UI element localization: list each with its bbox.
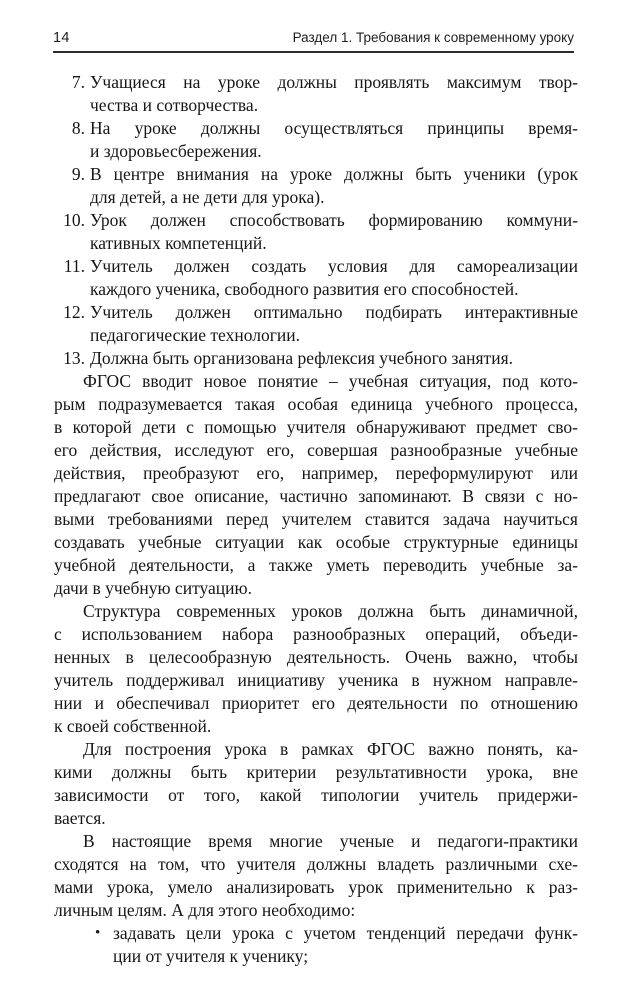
- text-line: Учитель должен создать условия для самореализации: [90, 256, 578, 276]
- text-line: кативных компетенций.: [90, 233, 267, 253]
- paragraph: [54, 738, 578, 830]
- text-line: выми требованиями перед учителем ставится задача научиться: [54, 509, 578, 529]
- list-item-text: [90, 163, 578, 209]
- text-line: Учащиеся на уроке должны проявлять максимум твор-: [90, 72, 578, 92]
- text-line: действия, преобразуют его, например, переформулируют или: [54, 463, 578, 483]
- text-line: Должна быть организована рефлексия учебного занятия.: [90, 348, 513, 368]
- list-item-number: 11.: [63, 256, 85, 276]
- text-line: В настоящие время многие ученые и педагоги-практики: [83, 831, 578, 851]
- list-item-text: [90, 209, 578, 255]
- numbered-list-item: [54, 163, 578, 209]
- text-line: зависимости от того, какой типологии учитель придержи-: [54, 785, 578, 805]
- list-item-number: 7.: [71, 72, 85, 92]
- text-line: ненных в целесообразную деятельность. Очень важно, чтобы: [54, 647, 578, 667]
- bullet-item-text: [113, 922, 578, 968]
- text-line: ции от учителя к ученику;: [113, 946, 309, 966]
- bullet-marker: •: [95, 925, 101, 941]
- list-item-number: 13.: [63, 348, 85, 368]
- text-line: Учитель должен оптимально подбирать интерактивные: [90, 302, 578, 322]
- text-line: в которой дети с помощью учителя обнаруживают предмет сво-: [54, 417, 578, 437]
- text-line: предлагают свое описание, частично запоминают. В связи с но-: [54, 486, 578, 506]
- text-line: кими должны быть критерии результативности урока, вне: [54, 762, 578, 782]
- bullet-list-item: [54, 922, 578, 968]
- text-line: сходятся на том, что учителя должны владеть различными схе-: [54, 854, 578, 874]
- list-item-number: 8.: [71, 118, 85, 138]
- paragraph: [54, 370, 578, 600]
- text-line: Структура современных уроков должна быть динамичной,: [83, 601, 578, 621]
- text-line: чества и сотворчества.: [90, 95, 259, 115]
- text-line: задавать цели урока с учетом тенденций передачи функ-: [113, 923, 578, 943]
- text-line: ФГОС вводит новое понятие – учебная ситуация, под кото-: [83, 371, 578, 391]
- text-line: учитель поддерживал инициативу ученика в нужном направле-: [54, 670, 578, 690]
- text-line: учебной деятельности, а также уметь переводить учебные за-: [54, 555, 578, 575]
- list-item-text: [90, 255, 578, 301]
- paragraph: [54, 600, 578, 738]
- running-header-title: Раздел 1. Требования к современному уроку: [292, 30, 574, 45]
- list-item-text: [90, 301, 578, 347]
- text-line: рым подразумевается такая особая единица учебного процесса,: [54, 394, 578, 414]
- text-line: с использованием набора разнообразных операций, объеди-: [54, 624, 578, 644]
- list-item-text: [90, 347, 578, 370]
- list-item-number: 9.: [71, 164, 85, 184]
- text-line: мами урока, умело анализировать урок применительно к раз-: [54, 877, 578, 897]
- text-line: его действия, исследуют его, совершая разнообразные учебные: [54, 440, 578, 460]
- numbered-list-item: [54, 209, 578, 255]
- page-body: [54, 71, 578, 968]
- text-line: педагогические технологии.: [90, 325, 300, 345]
- text-line: дачи в учебную ситуацию.: [54, 578, 252, 598]
- list-item-number: 10.: [63, 210, 85, 230]
- text-line: личным целям. А для этого необходимо:: [54, 900, 356, 920]
- text-line: создавать учебные ситуации как особые структурные единицы: [54, 532, 578, 552]
- text-line: Урок должен способствовать формированию коммуни-: [90, 210, 578, 230]
- text-line: к своей собственной.: [54, 716, 212, 736]
- page-header: [53, 30, 574, 53]
- list-item-number: 12.: [63, 302, 85, 322]
- text-line: каждого ученика, свободного развития его способностей.: [90, 279, 519, 299]
- text-line: На уроке должны осуществляться принципы время-: [90, 118, 578, 138]
- text-line: вается.: [54, 808, 106, 828]
- numbered-list-item: [54, 117, 578, 163]
- page-number: 14: [53, 30, 70, 46]
- text-line: В центре внимания на уроке должны быть ученики (урок: [90, 164, 578, 184]
- list-item-text: [90, 71, 578, 117]
- text-line: Для построения урока в рамках ФГОС важно понять, ка-: [83, 739, 578, 759]
- text-line: для детей, а не дети для урока).: [90, 187, 325, 207]
- numbered-list-item: [54, 255, 578, 301]
- numbered-list-item: [54, 347, 578, 370]
- numbered-list-item: [54, 301, 578, 347]
- numbered-list-item: [54, 71, 578, 117]
- paragraph: [54, 830, 578, 922]
- text-line: нии и обеспечивал приоритет его деятельности по отношению: [54, 693, 578, 713]
- text-line: и здоровьесбережения.: [90, 141, 262, 161]
- list-item-text: [90, 117, 578, 163]
